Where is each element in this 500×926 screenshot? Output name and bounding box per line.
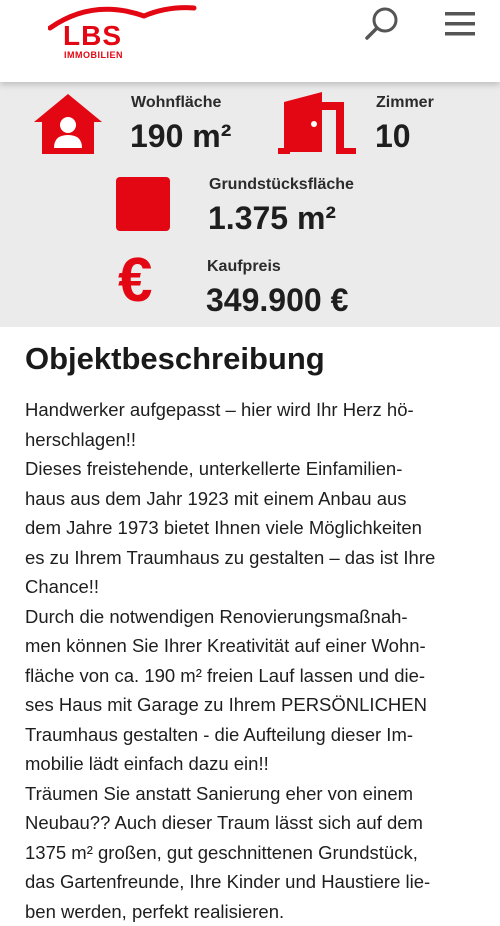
search-button[interactable] [360, 4, 404, 44]
description-line: Traumhaus gestalten - die Aufteilung dieser Im- [25, 720, 480, 750]
hamburger-menu-icon [440, 8, 480, 42]
description-line: ses Haus mit Garage zu Ihrem PERSÖNLICHEN [25, 690, 480, 720]
description-line: es zu Ihrem Traumhaus zu gestalten – das ist Ihre [25, 543, 480, 573]
description-line: Handwerker aufgepasst – hier wird Ihr Herz hö- [25, 395, 480, 425]
square-icon [116, 177, 170, 231]
header [0, 0, 500, 82]
lbs-logo[interactable] [48, 2, 198, 62]
kaufpreis-label: Kaufpreis [207, 258, 281, 276]
description-line: herschlagen!! [25, 425, 480, 455]
description-line: Träumen Sie anstatt Sanierung eher von einem [25, 779, 480, 809]
door-icon [278, 90, 358, 156]
grundstueck-label: Grundstücksfläche [209, 176, 354, 194]
description-line: Chance!! [25, 572, 480, 602]
wohnflaeche-label: Wohnfläche [131, 94, 221, 112]
euro-icon: € [118, 250, 152, 312]
grundstueck-value: 1.375 m² [208, 200, 336, 237]
zimmer-value: 10 [375, 118, 411, 155]
menu-button[interactable] [440, 8, 480, 42]
description-line: fläche von ca. 190 m² freien Lauf lassen und die- [25, 661, 480, 691]
description-title: Objektbeschreibung [25, 341, 325, 377]
zimmer-label: Zimmer [376, 94, 434, 112]
description-line: haus aus dem Jahr 1923 mit einem Anbau aus [25, 484, 480, 514]
description-line: mobilie lädt einfach dazu ein!! [25, 749, 480, 779]
description-line: ben werden, perfekt realisieren. [25, 897, 480, 926]
key-facts-panel [0, 82, 500, 327]
house-person-icon [32, 92, 104, 156]
description-line: das Gartenfreunde, Ihre Kinder und Haustiere lie- [25, 867, 480, 897]
description-line: Durch die notwendigen Renovierungsmaßnah- [25, 602, 480, 632]
search-icon [360, 4, 404, 44]
description-section [0, 327, 500, 919]
description-line: Dieses freistehende, unterkellerte Einfamilien- [25, 454, 480, 484]
logo-subtext: IMMOBILIEN [64, 50, 123, 60]
wohnflaeche-value: 190 m² [130, 118, 231, 155]
description-line: Neubau?? Auch dieser Traum lässt sich auf dem [25, 808, 480, 838]
description-text [25, 395, 480, 926]
description-line: 1375 m² großen, gut geschnittenen Grundstück, [25, 838, 480, 868]
logo-text: LBS [63, 20, 122, 52]
description-line: men können Sie Ihrer Kreativität auf einer Wohn- [25, 631, 480, 661]
description-line: dem Jahre 1973 bietet Ihnen viele Möglichkeiten [25, 513, 480, 543]
kaufpreis-value: 349.900 € [206, 282, 348, 319]
